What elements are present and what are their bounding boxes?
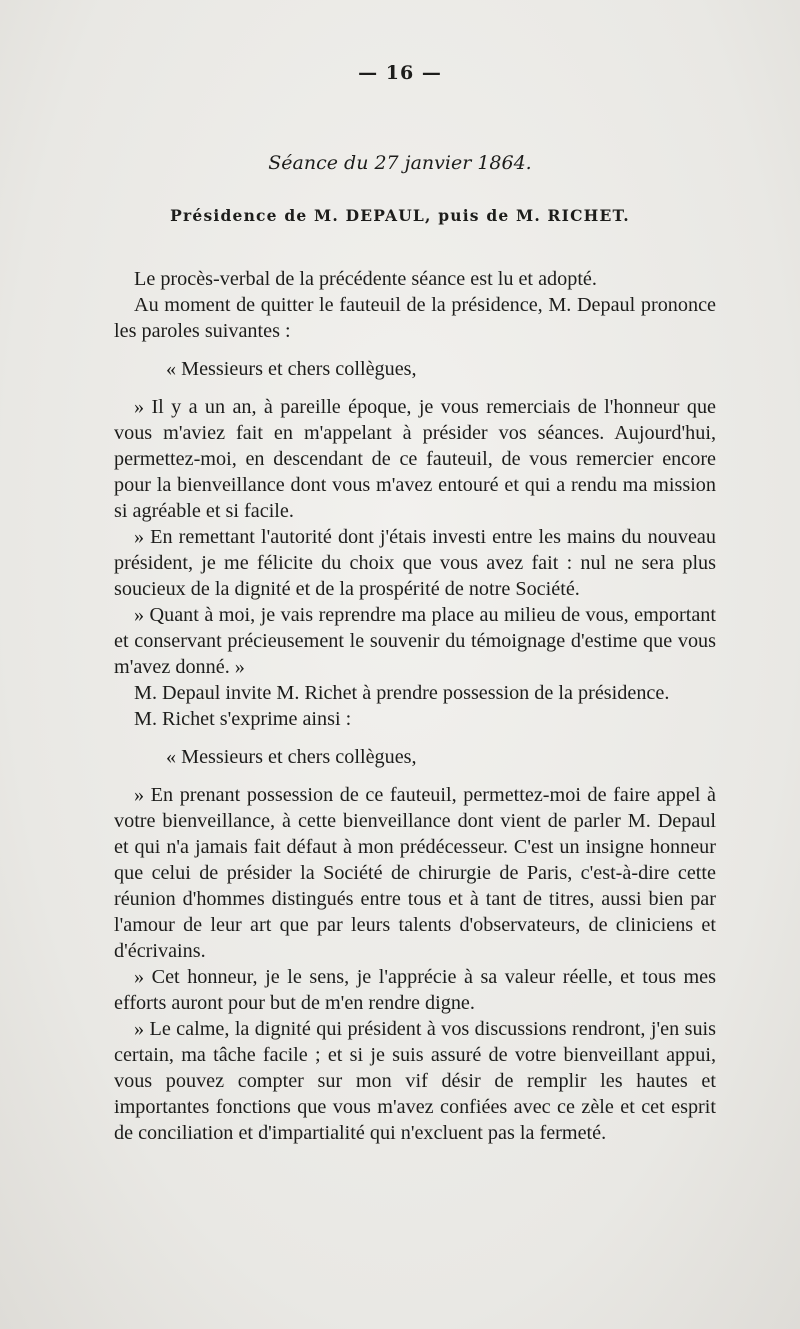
paragraph: » Il y a un an, à pareille époque, je vous remerciais de l'honneur que vous m'aviez fait en m'appelant à présider vos séances. Aujourd'hui, permettez-moi, en descendant de ce fauteuil, de vous remercier encore pour la bienveillance dont vous m'avez entouré et qui a rendu ma mission si agréable et si facile.: [114, 396, 716, 522]
paragraph: » En prenant possession de ce fauteuil, permettez-moi de faire appel à votre bienveillance, à cette bienveillance dont vient de parler M. Depaul et qui n'a jamais fait défaut à mon prédécesseur. C'est un insigne honneur que celui de présider la Société de chirurgie de Paris, c'est-à-dire cette réunion d'hommes distingués entre tous et à tant de titres, aussi bien par l'amour de leur art que par leurs talents d'observateurs, de cliniciens et d'écrivains.: [114, 784, 716, 962]
body-text: [114, 266, 716, 1146]
seance-title: Séance du 27 janvier 1864.: [268, 152, 532, 174]
page-number: — 16 —: [358, 62, 442, 84]
presidence-heading: Présidence de M. DEPAUL, puis de M. RICHET.: [170, 206, 630, 225]
salutation: « Messieurs et chers collègues,: [166, 358, 417, 380]
salutation: « Messieurs et chers collègues,: [166, 746, 417, 768]
paragraph: » En remettant l'autorité dont j'étais investi entre les mains du nouveau président, je me félicite du choix que vous avez fait : nul ne sera plus soucieux de la dignité et de la prospérité de notre Société.: [114, 526, 716, 600]
paragraph: M. Richet s'exprime ainsi :: [134, 708, 352, 730]
paragraph: Le procès-verbal de la précédente séance est lu et adopté.: [134, 268, 597, 290]
paragraph: » Cet honneur, je le sens, je l'apprécie à sa valeur réelle, et tous mes efforts auront pour but de m'en rendre digne.: [114, 966, 716, 1014]
paragraph: M. Depaul invite M. Richet à prendre possession de la présidence.: [134, 682, 670, 704]
paragraph: Au moment de quitter le fauteuil de la présidence, M. Depaul prononce les paroles suivantes :: [114, 294, 716, 342]
paragraph: » Le calme, la dignité qui président à vos discussions rendront, j'en suis certain, ma tâche facile ; et si je suis assuré de votre bienveillant appui, vous pouvez compter sur mon vif désir de remplir les hautes et importantes fonctions que vous m'avez confiées avec ce zèle et cet esprit de conciliation et d'impartialité qui n'excluent pas la fermeté.: [114, 1018, 716, 1144]
paragraph: » Quant à moi, je vais reprendre ma place au milieu de vous, emportant et conservant précieusement le souvenir du témoignage d'estime que vous m'avez donné. »: [114, 604, 716, 678]
